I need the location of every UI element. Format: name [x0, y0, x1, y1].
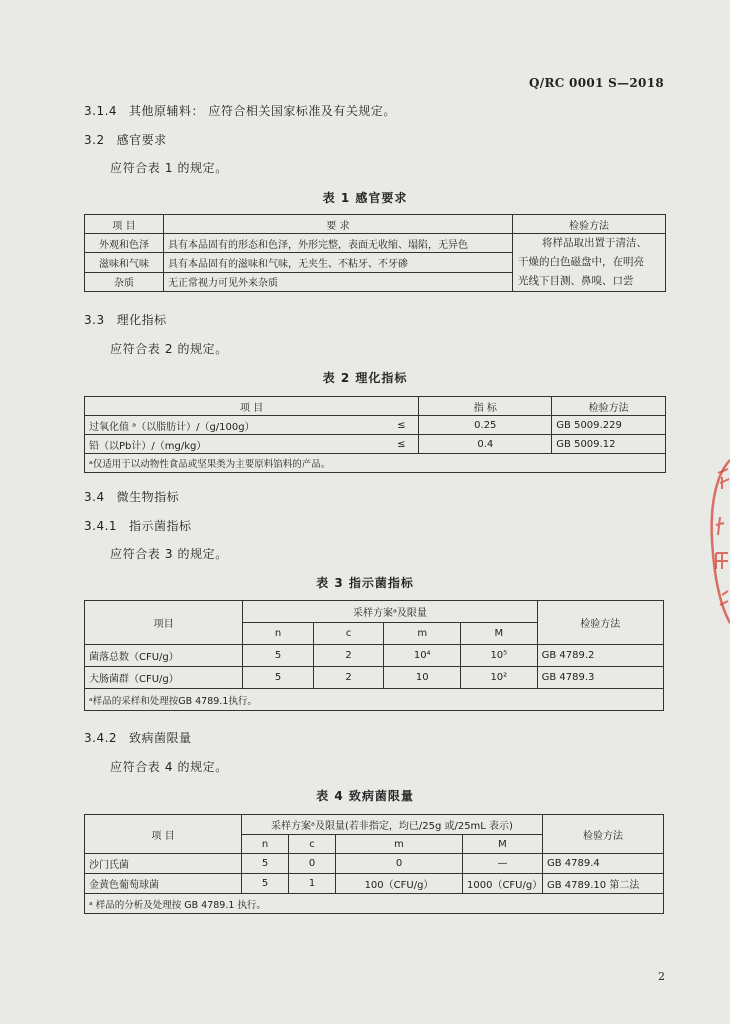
table-3-indicator: [84, 600, 664, 711]
table-cell: 无正常视力可见外来杂质: [164, 272, 513, 291]
table-cell: —: [463, 854, 543, 874]
table-cell: GB 4789.2: [537, 645, 663, 667]
table-header: 项目: [85, 601, 243, 645]
table-note: ᵃ 样品的分析及处理按 GB 4789.1 执行。: [85, 894, 664, 914]
table-header: 项 目: [85, 397, 419, 416]
table-cell: 5: [243, 645, 314, 667]
table-header: 检验方法: [543, 815, 664, 854]
table-header: 检验方法: [552, 397, 666, 416]
table-cell: 5: [243, 667, 314, 689]
table-subheader: M: [461, 623, 538, 645]
page-number: 2: [658, 970, 665, 983]
table-cell: GB 4789.10 第二法: [543, 874, 664, 894]
standard-number: Q/RC 0001 S—2018: [529, 76, 664, 90]
section-text: 其他原辅料： 应符合相关国家标准及有关规定。: [129, 104, 396, 118]
section-3-3-text: 应符合表 2 的规定。: [110, 342, 228, 356]
table-cell: 过氧化值 ᵃ（以脂肪计）/（g/100g）: [85, 416, 385, 435]
table-cell: 大肠菌群（CFU/g）: [85, 667, 243, 689]
section-3-1-4: [84, 102, 396, 119]
table-cell: 杂质: [85, 272, 164, 291]
table-cell-method: [513, 234, 666, 292]
table-cell: 沙门氏菌: [85, 854, 242, 874]
section-3-2: [84, 131, 167, 148]
table-subheader: n: [243, 623, 314, 645]
section-number: 3.4.2: [84, 731, 118, 745]
table-cell: 具有本品固有的形态和色泽，外形完整，表面无收缩、塌陷，无异色: [164, 234, 513, 253]
table-2-caption: 表 2 理化指标: [322, 371, 408, 385]
table-cell: 0.25: [419, 416, 552, 435]
section-3-4-1-text: 应符合表 3 的规定。: [110, 547, 228, 561]
table-cell-op: ≤: [384, 416, 419, 435]
red-seal-stamp: [702, 455, 730, 625]
table-header: 检验方法: [537, 601, 663, 645]
table-subheader: M: [463, 835, 543, 854]
section-title: 微生物指标: [116, 490, 180, 504]
section-title: 致病菌限量: [129, 731, 192, 745]
table-cell: 外观和色泽: [85, 234, 164, 253]
table-cell: 铅（以Pb计）/（mg/kg）: [85, 435, 385, 454]
section-title: 感官要求: [116, 133, 167, 147]
table-cell: 100（CFU/g）: [336, 874, 463, 894]
table-cell: 0.4: [419, 435, 552, 454]
table-2-physchem: [84, 396, 666, 473]
table-3-caption: 表 3 指示菌指标: [316, 576, 414, 590]
table-subheader: m: [384, 623, 461, 645]
section-number: 3.3: [84, 313, 105, 327]
table-cell: 0: [336, 854, 463, 874]
table-cell: 菌落总数（CFU/g）: [85, 645, 243, 667]
table-subheader: n: [242, 835, 289, 854]
table-1-sensory: [84, 214, 666, 292]
method-line: 将样品取出置于清洁、: [542, 237, 647, 249]
table-header: 项 目: [85, 815, 242, 854]
section-3-4-2: [84, 729, 192, 746]
method-line: 光线下目测、鼻嗅、口尝: [518, 275, 634, 287]
table-header: 指 标: [419, 397, 552, 416]
section-3-2-text: 应符合表 1 的规定。: [110, 161, 228, 175]
table-subheader: c: [289, 835, 336, 854]
table-cell: 10²: [461, 667, 538, 689]
section-title: 理化指标: [116, 313, 167, 327]
table-cell: 金黄色葡萄球菌: [85, 874, 242, 894]
section-3-4: [84, 488, 179, 505]
table-header: 要 求: [164, 215, 513, 234]
table-cell: 滋味和气味: [85, 253, 164, 272]
section-number: 3.2: [84, 133, 105, 147]
table-cell: GB 4789.3: [537, 667, 663, 689]
table-note: ᵃ仅适用于以动物性食品或坚果类为主要原料馅料的产品。: [85, 454, 666, 473]
table-cell: 10⁴: [384, 645, 461, 667]
table-cell: 5: [242, 874, 289, 894]
table-note: ᵃ样品的采样和处理按GB 4789.1执行。: [85, 689, 664, 711]
table-cell: 0: [289, 854, 336, 874]
table-header: 采样方案ᵃ及限量: [243, 601, 537, 623]
section-number: 3.1.4: [84, 104, 118, 118]
table-4-pathogen: [84, 814, 664, 914]
method-line: 干燥的白色磁盘中，在明亮: [518, 256, 644, 268]
table-cell: 1000（CFU/g）: [463, 874, 543, 894]
table-cell: GB 5009.229: [552, 416, 666, 435]
section-number: 3.4: [84, 490, 105, 504]
section-title: 指示菌指标: [129, 519, 192, 533]
table-cell: GB 4789.4: [543, 854, 664, 874]
table-cell-op: ≤: [384, 435, 419, 454]
table-header: 采样方案ᵃ及限量(若非指定，均已/25g 或/25mL 表示): [242, 815, 543, 835]
table-cell: 5: [242, 854, 289, 874]
table-cell: 2: [313, 667, 384, 689]
table-subheader: m: [336, 835, 463, 854]
table-cell: 10⁵: [461, 645, 538, 667]
table-cell: 10: [384, 667, 461, 689]
table-4-caption: 表 4 致病菌限量: [316, 789, 414, 803]
table-subheader: c: [313, 623, 384, 645]
table-header: 检验方法: [513, 215, 666, 234]
table-cell: 1: [289, 874, 336, 894]
section-3-3: [84, 311, 167, 328]
table-cell: GB 5009.12: [552, 435, 666, 454]
table-header: 项 目: [85, 215, 164, 234]
table-cell: 具有本品固有的滋味和气味，无夹生、不粘牙、不牙碜: [164, 253, 513, 272]
table-1-caption: 表 1 感官要求: [322, 191, 408, 205]
table-cell: 2: [313, 645, 384, 667]
section-number: 3.4.1: [84, 519, 118, 533]
section-3-4-1: [84, 517, 192, 534]
section-3-4-2-text: 应符合表 4 的规定。: [110, 760, 228, 774]
